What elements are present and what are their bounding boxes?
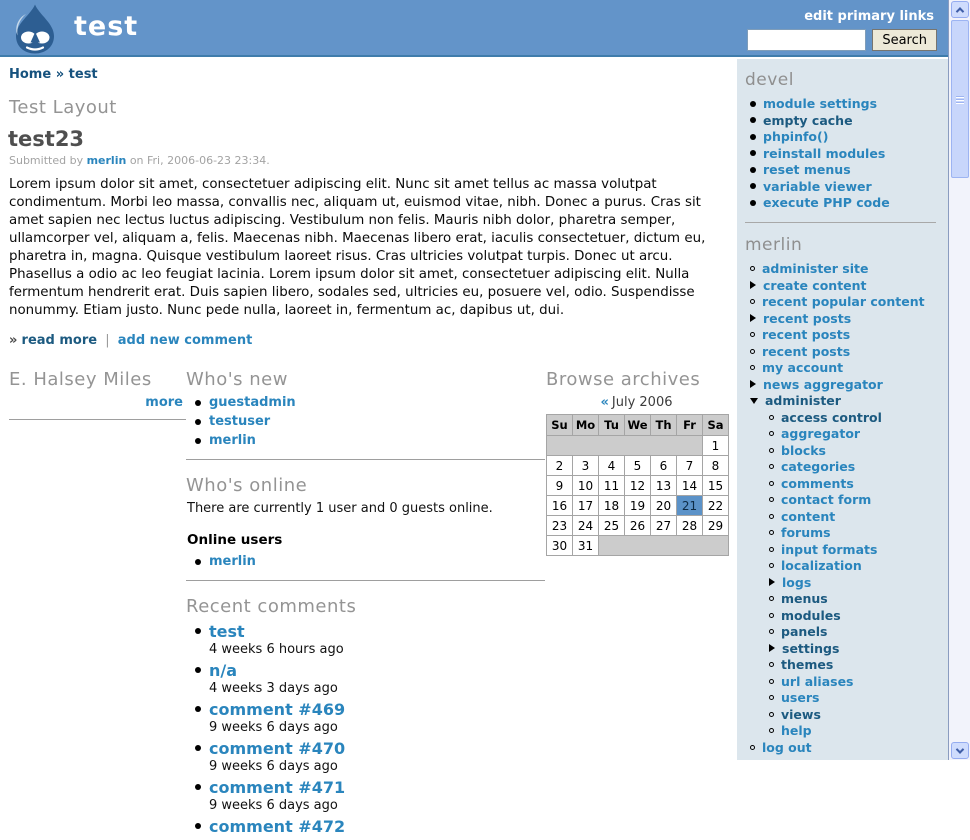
calendar-day[interactable]: 29 [703, 516, 729, 536]
links-separator: | [105, 333, 110, 348]
menu-link-reset-menus[interactable]: reset menus [763, 162, 851, 177]
bullet-icon [195, 628, 201, 634]
drupal-logo-icon[interactable] [9, 3, 61, 55]
profile-block [0, 369, 186, 840]
menu-item [750, 312, 940, 325]
calendar-caption [546, 395, 727, 410]
page-title: Test Layout [9, 97, 117, 118]
bullet-icon [769, 547, 774, 552]
user-link[interactable]: merlin [209, 554, 256, 569]
whos-new-title: Who's new [186, 369, 288, 390]
scroll-thumb[interactable] [951, 20, 969, 178]
bullet-icon [750, 117, 756, 123]
bullet-icon [769, 662, 774, 667]
menu-item [769, 510, 940, 523]
calendar-day[interactable]: 24 [573, 516, 599, 536]
menu-item [769, 444, 940, 457]
devel-menu [745, 97, 940, 209]
menu-item [750, 196, 940, 209]
bullet-icon [750, 101, 756, 107]
calendar-day[interactable]: 6 [651, 456, 677, 476]
whos-new-list [195, 395, 545, 448]
bullet-icon [750, 183, 756, 189]
calendar-day[interactable]: 10 [573, 476, 599, 496]
bullet-icon [195, 438, 201, 444]
menu-item [769, 609, 940, 622]
calendar-day-header: Th [651, 415, 677, 436]
menu-link-access-control[interactable]: access control [781, 409, 882, 425]
menu-link-comments[interactable]: comments [781, 475, 854, 491]
bullet-icon [750, 200, 756, 206]
comment-time: 4 weeks 3 days ago [209, 681, 338, 696]
menu-item [769, 427, 940, 440]
menu-link-administer[interactable]: administer [765, 393, 841, 408]
menu-link-log-out[interactable]: log out [762, 739, 812, 755]
menu-link-blocks[interactable]: blocks [781, 442, 826, 458]
menu-link-phpinfo-[interactable]: phpinfo() [763, 129, 829, 144]
calendar-week-row [547, 456, 729, 476]
user-link[interactable]: guestadmin [209, 395, 296, 410]
menu-link-module-settings[interactable]: module settings [763, 96, 878, 111]
calendar-day[interactable]: 8 [703, 456, 729, 476]
calendar-month-label: July 2006 [611, 395, 673, 410]
comment-time: 9 weeks 6 days ago [209, 759, 338, 774]
post-body: Lorem ipsum dolor sit amet, consectetuer adipiscing elit. Nunc sit amet tellus ac massa volutpat condimentum. Morbi leo massa, convallis nec, aliquam ut, euismod vitae, nibh. Donec a purus. Cras sit amet sapien nec lectus luctus adipiscing. Vestibulum non felis. Mauris nibh dolor, pharetra semper, ullamcorper vel, aliquam a, felis. Maecenas nibh. Maecenas libero erat, iaculis consectetuer, dictum eu, pharetra in, magna. Quisque vestibulum laoreet risus. Cras ultricies volutpat turpis. Donec ut arcu. Phasellus a odio ac leo feugiat lacinia. Lorem ipsum dolor sit amet, consectetuer adipiscing elit. Nulla fermentum hendrerit erat. Duis sapien libero, sodales sed, ultricies eu, posuere vel, odio. Suspendisse nonummy. Etiam justo. Nunc pede nulla, laoreet in, fermentum ac, dapibus ut, dui. [9, 177, 706, 318]
bullet-icon [769, 514, 774, 519]
comment-time: 4 weeks 6 hours ago [209, 642, 344, 657]
scroll-up-button[interactable] [951, 1, 969, 18]
calendar-day[interactable]: 9 [547, 476, 573, 496]
bullet-icon [769, 728, 774, 733]
submitted-date: on Fri, 2006-06-23 23:34. [129, 154, 270, 167]
middle-column [186, 369, 545, 840]
triangle-right-icon [750, 314, 756, 322]
comment-time: 9 weeks 6 days ago [209, 720, 338, 735]
triangle-right-icon [750, 281, 756, 289]
breadcrumb-home-link[interactable]: Home [9, 67, 52, 82]
calendar-day[interactable]: 14 [677, 476, 703, 496]
bullet-icon [750, 134, 756, 140]
search-input[interactable] [747, 29, 866, 51]
whos-online-status: There are currently 1 user and 0 guests online. [187, 501, 493, 516]
calendar-day-header: Su [547, 415, 573, 436]
comment-link[interactable]: comment #469 [209, 700, 346, 719]
menu-item [769, 411, 940, 424]
bullet-icon [769, 613, 774, 618]
profile-block-title: E. Halsey Miles [9, 369, 152, 390]
main-content [0, 59, 737, 840]
devel-block-title: devel [745, 70, 794, 90]
menu-link-logs[interactable]: logs [782, 574, 812, 590]
menu-link-content[interactable]: content [781, 508, 836, 524]
menu-link-url-aliases[interactable]: url aliases [781, 673, 854, 689]
calendar-day[interactable]: 7 [677, 456, 703, 476]
menu-link-help[interactable]: help [781, 723, 812, 738]
comment-item [195, 817, 545, 836]
scroll-grip-icon [956, 96, 964, 105]
comment-item [195, 700, 545, 735]
calendar-day-header: Tu [599, 415, 625, 436]
menu-item [750, 295, 940, 308]
recent-comments-title: Recent comments [186, 596, 357, 617]
menu-link-categories[interactable]: categories [781, 459, 856, 474]
breadcrumb [9, 67, 737, 82]
triangle-right-icon [769, 644, 775, 652]
menu-item [769, 493, 940, 506]
calendar-blank-cell [547, 436, 703, 456]
calendar-day[interactable]: 28 [677, 516, 703, 536]
calendar-day[interactable]: 23 [547, 516, 573, 536]
divider [186, 459, 545, 460]
comment-time: 9 weeks 6 days ago [209, 798, 338, 813]
calendar-day[interactable]: 15 [703, 476, 729, 496]
calendar-week-row [547, 436, 729, 456]
bullet-icon [195, 823, 201, 829]
bullet-icon [769, 497, 774, 502]
calendar-week-row [547, 516, 729, 536]
online-users-subtitle: Online users [187, 532, 283, 548]
calendar-day-header: Sa [703, 415, 729, 436]
bullet-icon [750, 299, 755, 304]
calendar-blank-cell [599, 536, 729, 556]
node-links [9, 333, 737, 348]
list-item [195, 395, 545, 410]
calendar-header-row [547, 415, 729, 436]
menu-item [750, 114, 940, 127]
calendar-day-header: We [625, 415, 651, 436]
menu-link-menus[interactable]: menus [781, 591, 828, 606]
comment-item [195, 739, 545, 774]
menu-item [769, 675, 940, 688]
menu-link-views[interactable]: views [781, 706, 821, 722]
menu-link-aggregator[interactable]: aggregator [781, 426, 861, 441]
comment-link[interactable]: n/a [209, 661, 238, 680]
menu-link-modules[interactable]: modules [781, 607, 841, 623]
bullet-icon [750, 349, 755, 354]
search-form [747, 29, 937, 51]
calendar-day[interactable]: 12 [625, 476, 651, 496]
site-header [0, 0, 948, 57]
calendar-day[interactable]: 19 [625, 496, 651, 516]
menu-item [750, 361, 940, 374]
profile-more-link[interactable]: more [145, 395, 183, 410]
comment-item-body [209, 700, 345, 735]
user-link[interactable]: testuser [209, 414, 271, 429]
menu-item [750, 741, 940, 754]
bullet-icon [750, 745, 755, 750]
edit-primary-links-link[interactable]: edit primary links [804, 9, 934, 24]
comment-item-body [209, 661, 338, 696]
calendar-day-header: Fr [677, 415, 703, 436]
comment-item-body [209, 778, 345, 813]
menu-item [750, 378, 940, 391]
calendar [546, 414, 729, 556]
menu-item [769, 592, 940, 605]
submitted-line [9, 154, 737, 167]
calendar-week-row [547, 536, 729, 556]
bullet-icon [769, 695, 774, 700]
menu-link-settings[interactable]: settings [782, 640, 840, 656]
breadcrumb-separator: » [55, 67, 65, 82]
read-more-link[interactable]: read more [21, 333, 98, 348]
submitted-prefix: Submitted by [9, 154, 84, 167]
divider [186, 580, 545, 581]
calendar-day[interactable]: 27 [651, 516, 677, 536]
chevron-up-icon [956, 7, 964, 15]
calendar-day[interactable]: 13 [651, 476, 677, 496]
comment-link[interactable]: comment #470 [209, 739, 346, 758]
calendar-day[interactable]: 16 [547, 496, 573, 516]
menu-item [769, 477, 940, 490]
list-item [195, 414, 545, 429]
list-item [195, 433, 545, 448]
comment-item [195, 622, 545, 657]
bullet-icon [769, 712, 774, 717]
comment-link[interactable]: comment #471 [209, 778, 346, 797]
menu-item [750, 97, 940, 110]
menu-link-forums[interactable]: forums [781, 525, 831, 540]
menu-link-news-aggregator[interactable]: news aggregator [763, 376, 883, 392]
menu-item [769, 691, 940, 704]
calendar-day[interactable]: 3 [573, 456, 599, 476]
menu-item [769, 559, 940, 572]
calendar-week-row [547, 496, 729, 516]
list-item [195, 554, 545, 569]
bullet-icon [769, 481, 774, 486]
divider [9, 419, 186, 420]
comment-link[interactable]: test [209, 622, 245, 641]
bullet-icon [195, 667, 201, 673]
menu-item [750, 130, 940, 143]
whos-online-title: Who's online [186, 475, 308, 496]
menu-item [769, 543, 940, 556]
calendar-body [547, 436, 729, 556]
menu-item [750, 180, 940, 193]
comment-item-body [209, 739, 345, 774]
menu-item [769, 625, 940, 638]
calendar-day[interactable]: 22 [703, 496, 729, 516]
triangle-right-icon [769, 578, 775, 586]
calendar-day-selected[interactable]: 21 [677, 496, 703, 516]
right-sidebar [737, 59, 948, 760]
menu-link-input-formats[interactable]: input formats [781, 541, 878, 557]
menu-link-localization[interactable]: localization [781, 558, 862, 573]
bullet-icon [769, 563, 774, 568]
comment-item [195, 778, 545, 813]
bullet-icon [769, 415, 774, 420]
menu-link-themes[interactable]: themes [781, 657, 834, 672]
menu-link-reinstall-modules[interactable]: reinstall modules [763, 145, 886, 161]
comment-item-body [209, 622, 344, 657]
comment-item-body [209, 817, 345, 836]
chevron-down-icon [956, 745, 964, 753]
menu-item [750, 328, 940, 341]
calendar-day[interactable]: 5 [625, 456, 651, 476]
bullet-icon [195, 400, 201, 406]
breadcrumb-current-link[interactable]: test [68, 67, 98, 82]
comment-item [195, 661, 545, 696]
menu-link-recent-posts[interactable]: recent posts [763, 310, 852, 326]
menu-item [750, 345, 940, 358]
menu-item [769, 526, 940, 539]
menu-item [769, 576, 940, 589]
recent-comments-list [195, 622, 545, 836]
bullet-icon [769, 679, 774, 684]
menu-item [750, 163, 940, 176]
user-link[interactable]: merlin [209, 433, 256, 448]
menu-link-create-content[interactable]: create content [763, 277, 867, 293]
menu-link-empty-cache[interactable]: empty cache [763, 112, 853, 128]
menu-link-my-account[interactable]: my account [762, 360, 844, 375]
triangle-down-icon [750, 398, 758, 404]
bullet-icon [769, 629, 774, 634]
calendar-day[interactable]: 1 [703, 436, 729, 456]
links-marker: » [9, 333, 18, 348]
add-new-comment-link[interactable]: add new comment [117, 333, 253, 348]
menu-link-recent-posts[interactable]: recent posts [762, 343, 851, 359]
menu-item [750, 279, 940, 292]
merlin-block-title: merlin [745, 235, 803, 255]
divider [745, 222, 936, 223]
triangle-right-icon [750, 380, 756, 388]
bullet-icon [195, 784, 201, 790]
menu-link-recent-posts[interactable]: recent posts [762, 327, 851, 342]
bullet-icon [769, 448, 774, 453]
calendar-day[interactable]: 11 [599, 476, 625, 496]
bullet-icon [195, 745, 201, 751]
calendar-prev-link[interactable]: « [600, 395, 609, 410]
bullet-icon [195, 706, 201, 712]
menu-item [769, 708, 940, 721]
footer-columns [0, 369, 737, 840]
calendar-day[interactable]: 26 [625, 516, 651, 536]
bullet-icon [750, 332, 755, 337]
bullet-icon [195, 419, 201, 425]
search-button[interactable]: Search [872, 29, 937, 51]
merlin-menu [745, 262, 940, 754]
bullet-icon [750, 167, 756, 173]
calendar-day-header: Mo [573, 415, 599, 436]
site-name[interactable]: test [74, 11, 139, 42]
menu-link-contact-form[interactable]: contact form [781, 492, 872, 507]
menu-item [769, 460, 940, 473]
author-link[interactable]: merlin [86, 154, 127, 167]
vertical-scrollbar[interactable] [948, 0, 970, 760]
comment-link[interactable]: comment #472 [209, 817, 346, 836]
bullet-icon [750, 365, 755, 370]
bullet-icon [769, 431, 774, 436]
menu-link-administer-site[interactable]: administer site [762, 261, 869, 276]
bullet-icon [769, 596, 774, 601]
archives-block [545, 369, 735, 840]
post-title: test23 [8, 127, 85, 151]
archives-title: Browse archives [546, 369, 701, 390]
menu-link-execute-php-code[interactable]: execute PHP code [763, 195, 890, 210]
menu-item [750, 394, 940, 407]
bullet-icon [769, 464, 774, 469]
bullet-icon [750, 266, 755, 271]
menu-item [750, 262, 940, 275]
calendar-week-row [547, 476, 729, 496]
calendar-day[interactable]: 25 [599, 516, 625, 536]
menu-item [769, 724, 940, 737]
menu-link-variable-viewer[interactable]: variable viewer [763, 178, 872, 194]
calendar-day[interactable]: 20 [651, 496, 677, 516]
bullet-icon [195, 559, 201, 565]
menu-link-users[interactable]: users [781, 690, 820, 705]
bullet-icon [750, 150, 756, 156]
calendar-day[interactable]: 30 [547, 536, 573, 556]
menu-item [750, 147, 940, 160]
calendar-day[interactable]: 18 [599, 496, 625, 516]
calendar-day[interactable]: 4 [599, 456, 625, 476]
online-users-list [195, 554, 545, 569]
menu-link-panels[interactable]: panels [781, 624, 828, 639]
scroll-down-button[interactable] [951, 742, 969, 759]
bullet-icon [769, 530, 774, 535]
calendar-day[interactable]: 31 [573, 536, 599, 556]
menu-item [769, 658, 940, 671]
calendar-day[interactable]: 2 [547, 456, 573, 476]
menu-item [769, 642, 940, 655]
menu-link-recent-popular-content[interactable]: recent popular content [762, 294, 925, 309]
calendar-day[interactable]: 17 [573, 496, 599, 516]
